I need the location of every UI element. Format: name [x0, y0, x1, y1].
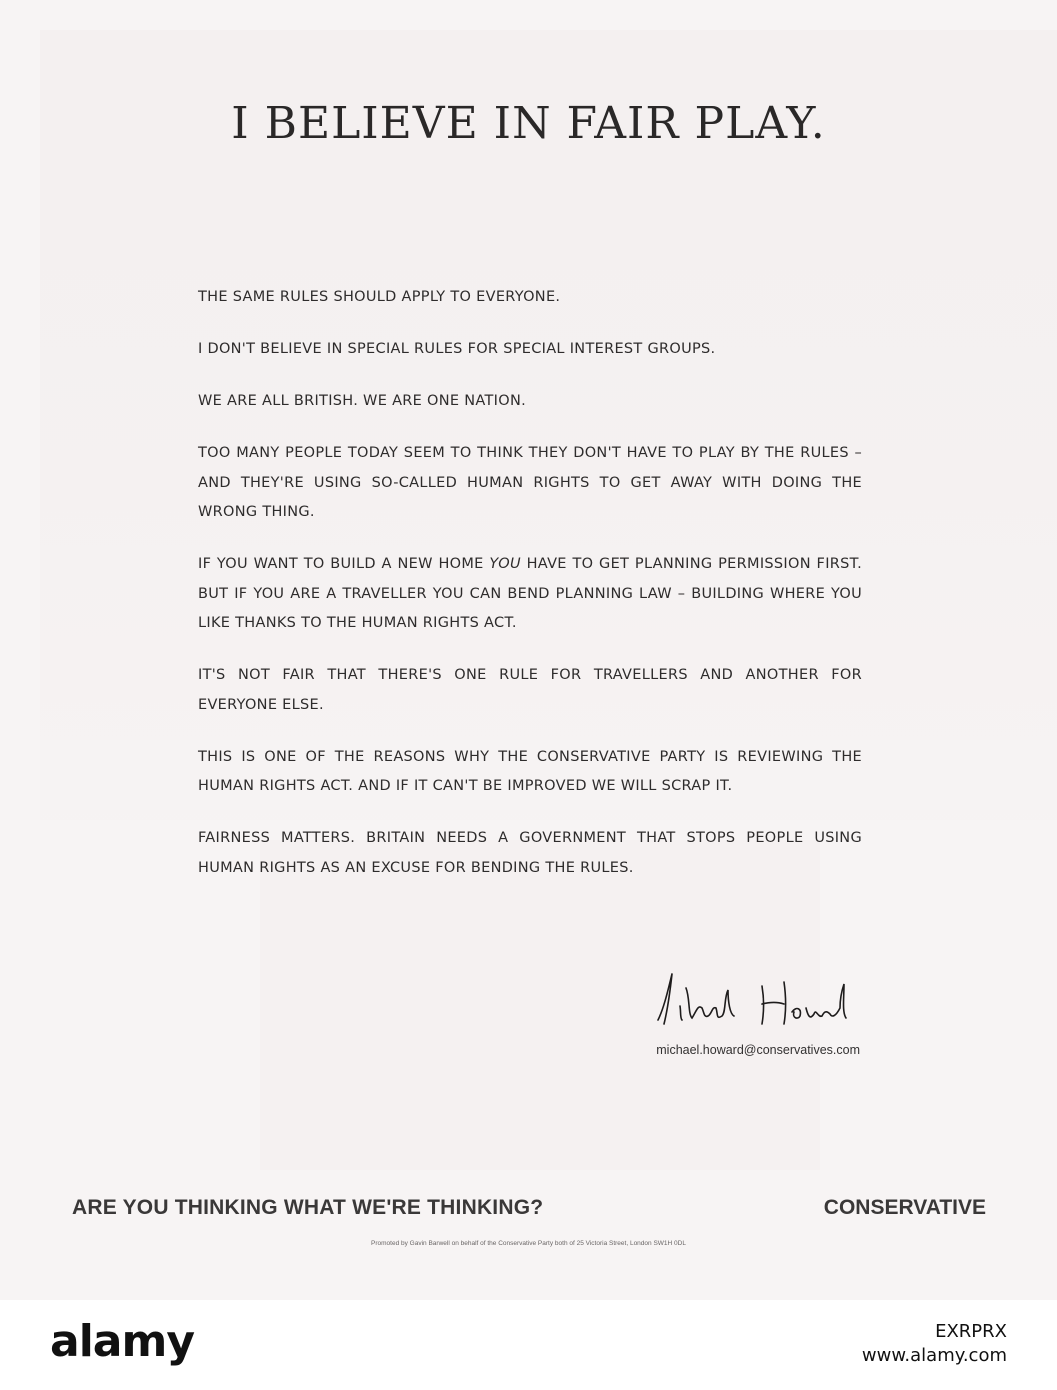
paragraph-5-end: HAVE TO GET PLANNING PERMISSION FIRST. BUT IF YOU ARE A TRAVELLER YOU CAN BEND PLANNING LAW – BUILDING WHERE YOU LIKE THANKS TO THE HUMAN RIGHTS ACT.: [198, 556, 862, 631]
paragraph-5: [198, 550, 862, 639]
paragraph-6: IT'S NOT FAIR THAT THERE'S ONE RULE FOR TRAVELLERS AND ANOTHER FOR EVERYONE ELSE.: [198, 667, 862, 713]
signature-email: michael.howard@conservatives.com: [656, 1043, 860, 1057]
imprint-line: Promoted by Gavin Barwell on behalf of the Conservative Party both of 25 Victoria Street, London SW1H 0DL: [371, 1240, 686, 1247]
paragraph-3: WE ARE ALL BRITISH. WE ARE ONE NATION.: [198, 393, 527, 409]
paragraph-8: FAIRNESS MATTERS. BRITAIN NEEDS A GOVERNMENT THAT STOPS PEOPLE USING HUMAN RIGHTS AS AN EXCUSE FOR BENDING THE RULES.: [198, 830, 862, 876]
stock-caption: [862, 1320, 1007, 1368]
signature: [650, 968, 860, 1032]
paragraph-1: THE SAME RULES SHOULD APPLY TO EVERYONE.: [198, 289, 561, 305]
paragraph-2: I DON'T BELIEVE IN SPECIAL RULES FOR SPECIAL INTEREST GROUPS.: [198, 341, 716, 357]
paragraph-5-start: IF YOU WANT TO BUILD A NEW HOME: [198, 556, 490, 572]
stock-image-id: EXRPRX: [935, 1321, 1007, 1342]
headline: I BELIEVE IN FAIR PLAY.: [231, 98, 826, 149]
stock-logo: alamy: [50, 1316, 194, 1367]
body-copy: [198, 283, 862, 906]
campaign-slogan: ARE YOU THINKING WHAT WE'RE THINKING?: [72, 1196, 544, 1219]
stock-site: www.alamy.com: [861, 1345, 1007, 1366]
paragraph-4: TOO MANY PEOPLE TODAY SEEM TO THINK THEY DON'T HAVE TO PLAY BY THE RULES – AND THEY'RE USING SO-CALLED HUMAN RIGHTS TO GET AWAY WITH DOING THE WRONG THING.: [198, 445, 862, 520]
paragraph-5-emphasis: YOU: [489, 556, 521, 572]
paragraph-7: THIS IS ONE OF THE REASONS WHY THE CONSERVATIVE PARTY IS REVIEWING THE HUMAN RIGHTS ACT. AND IF IT CAN'T BE IMPROVED WE WILL SCRAP IT.: [198, 748, 862, 794]
party-brand: CONSERVATIVE: [823, 1196, 986, 1219]
